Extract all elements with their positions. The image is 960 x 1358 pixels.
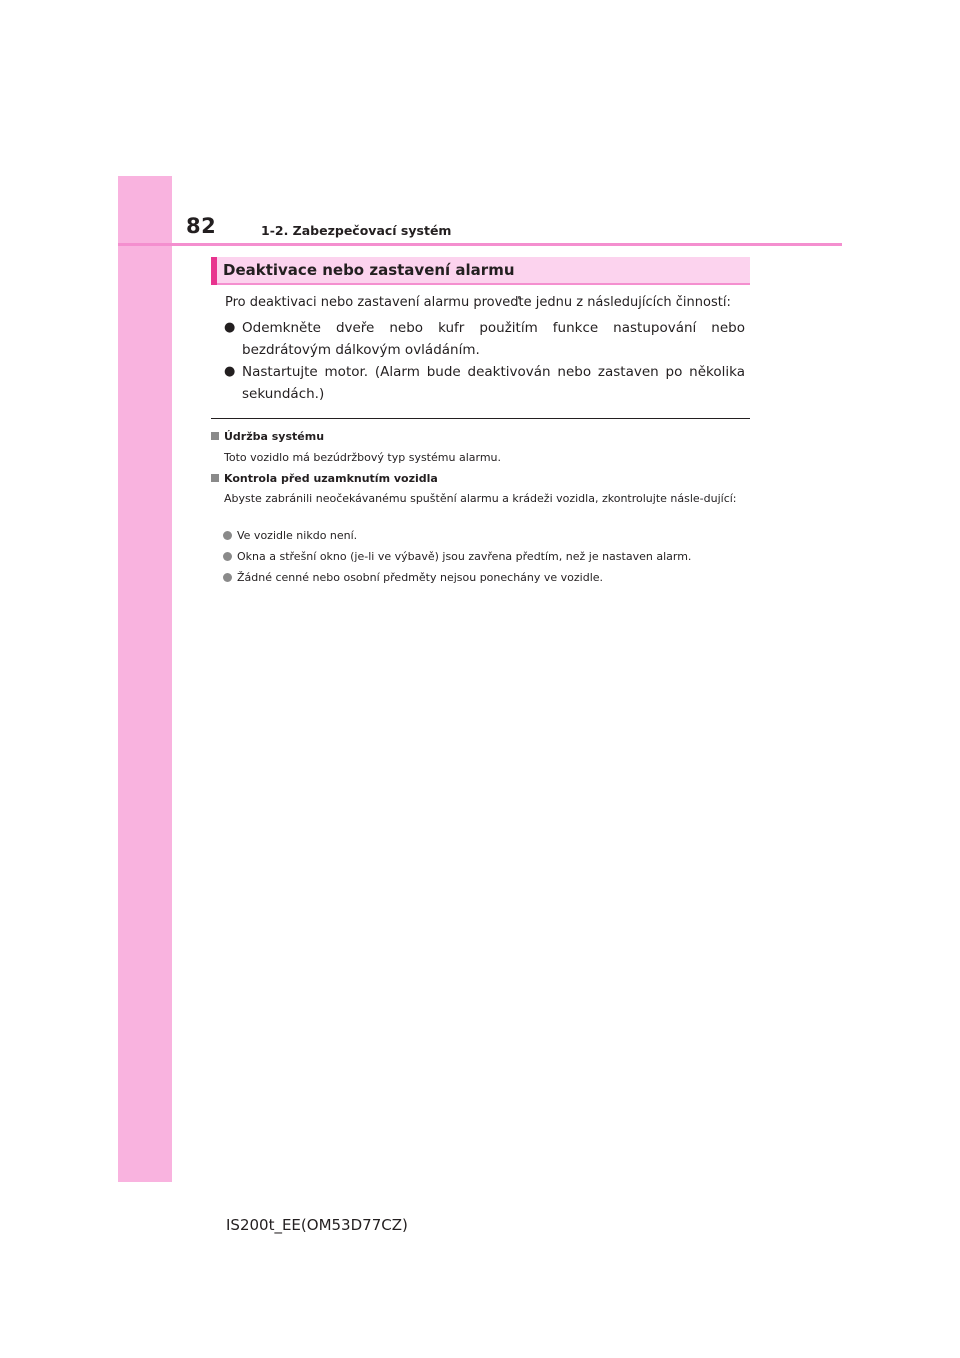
circle-bullet-icon [223, 531, 232, 540]
section-running-head: 1-2. Zabezpečovací systém [261, 223, 452, 238]
note-heading [211, 430, 324, 443]
page-number: 82 [186, 214, 217, 238]
note-heading [211, 472, 438, 485]
bullet-text: Odemkněte dveře nebo kufr použitím funkce nastupování nebo bezdrátovým dálkovým ovládáním. [242, 320, 745, 358]
note-text: Abyste zabránili neočekávanému spuštění alarmu a krádeži vozidla, zkontrolujte násle-dující: [224, 492, 737, 505]
note-list-item [223, 571, 603, 584]
list-item [224, 317, 745, 361]
note-list-item [223, 550, 691, 563]
section-divider [211, 418, 750, 419]
section-heading: Deaktivace nebo zastavení alarmu [223, 261, 515, 279]
intro-paragraph: Pro deaktivaci nebo zastavení alarmu proveďte jednu z následujících činností: [225, 295, 731, 310]
square-marker-icon [211, 474, 219, 482]
circle-bullet-icon [223, 552, 232, 561]
note-heading-text: Údržba systému [224, 430, 325, 443]
bullet-icon: ● [224, 320, 236, 335]
section-heading-box [211, 257, 750, 285]
note-list-item [223, 529, 357, 542]
bullet-icon: ● [224, 364, 236, 379]
header-rule [118, 243, 842, 246]
heading-accent-bar [211, 257, 217, 285]
note-bullet-text: Žádné cenné nebo osobní předměty nejsou ponechány ve vozidle. [237, 571, 604, 584]
document-code: IS200t_EE(OM53D77CZ) [226, 1216, 408, 1234]
note-text: Toto vozidlo má bezúdržbový typ systému alarmu. [224, 451, 501, 464]
circle-bullet-icon [223, 573, 232, 582]
bullet-text: Nastartujte motor. (Alarm bude deaktivován nebo zastaven po několika sekundách.) [242, 364, 745, 402]
note-heading-text: Kontrola před uzamknutím vozidla [224, 472, 438, 485]
chapter-side-tab [118, 176, 172, 1182]
square-marker-icon [211, 432, 219, 440]
note-bullet-text: Okna a střešní okno (je-li ve výbavě) jsou zavřena předtím, než je nastaven alarm. [237, 550, 692, 563]
list-item [224, 361, 745, 405]
note-bullet-text: Ve vozidle nikdo není. [237, 529, 358, 542]
